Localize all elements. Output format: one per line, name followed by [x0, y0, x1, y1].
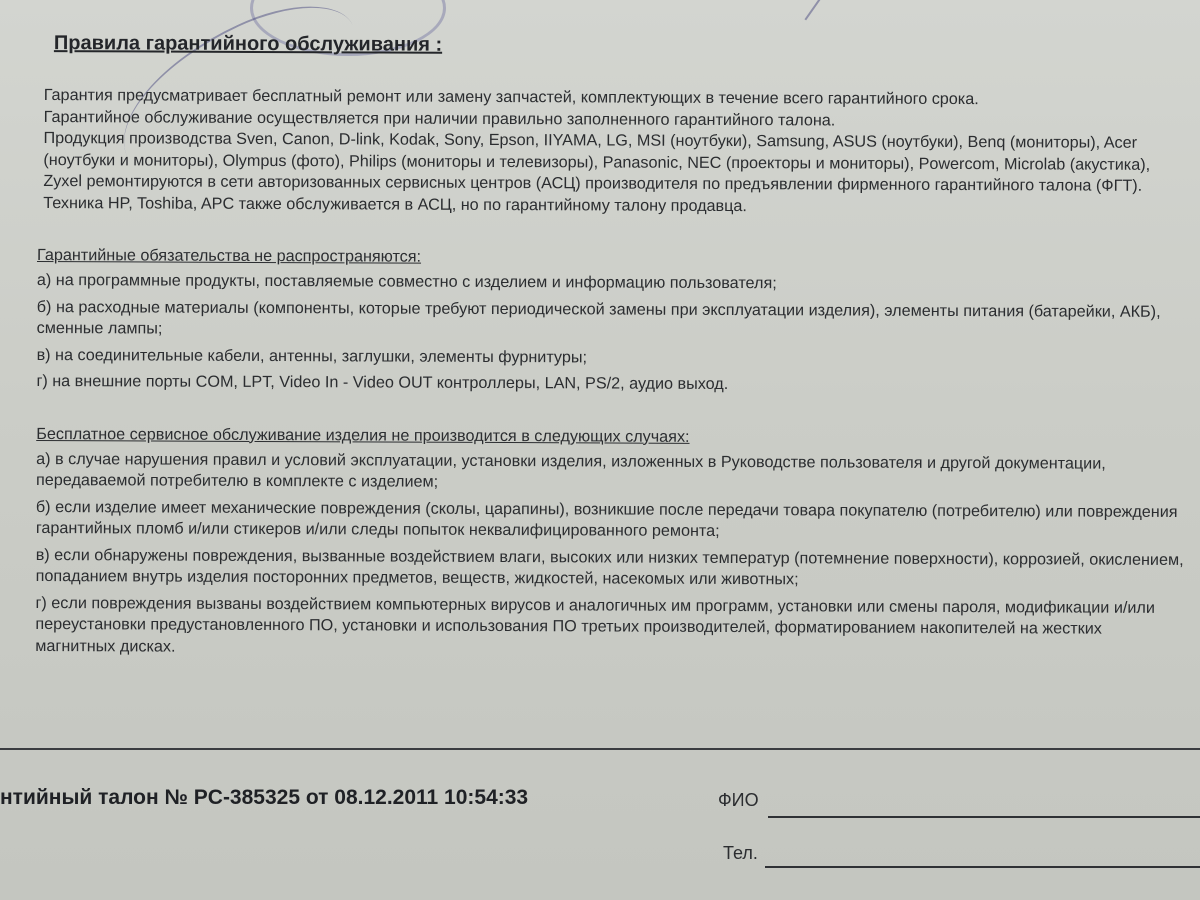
list-item: в) на соединительные кабели, антенны, заглушки, элементы фурнитуры;: [36, 345, 588, 366]
list-item: г) если повреждения вызваны воздействием компьютерных вирусов и аналогичных им программ, установки или смены пароля, модификации и/или переустановки предустановленного ПО, установки и использования ПО третьих производителей, форматированием накопителей на жестких магнитных дисках.: [35, 593, 1155, 656]
list-item: а) в случае нарушения правил и условий эксплуатации, установки изделия, изложенных в Руководстве пользователя и другой документации, передаваемой потребителю в комплекте с изделием;: [36, 449, 1106, 491]
intro-paragraph: Гарантийное обслуживание осуществляется при наличии правильно заполненного гарантийного талона.: [43, 107, 836, 129]
intro-paragraph: Продукция производства Sven, Canon, D-link, Kodak, Sony, Epson, IIYAMA, LG, MSI (ноутбуки), Samsung, ASUS (ноутбуки), Benq (мониторы), Acer (ноутбуки и мониторы), Olympus (фото), Philips (мониторы и телевизоры), Panasonic, NEC (проекторы и мониторы), Powercom, Microlab (акустика), Zyxel ремонтируются в сети авторизованных сервисных центров (АСЦ) производителя по предъявлении фирменного гарантийного талона (ФГТ). Техника HP, Toshiba, APC также обслуживается в АСЦ, но по гарантийному талону продавца.: [43, 129, 1151, 215]
section-heading: Бесплатное сервисное обслуживание изделия не производится в следующих случаях:: [36, 424, 690, 446]
document-title: Правила гарантийного обслуживания :: [53, 32, 443, 56]
list-item: г) на внешние порты COM, LPT, Video In - Video OUT контроллеры, LAN, PS/2, аудио выход.: [36, 371, 729, 394]
intro-paragraph: Гарантия предусматривает бесплатный ремонт или замену запчастей, комплектующих в течение всего гарантийного срока.: [43, 86, 979, 109]
fio-label: ФИО: [718, 790, 759, 810]
fio-signature-line: [768, 816, 1200, 818]
tel-signature-line: [765, 866, 1200, 868]
section-heading: Гарантийные обязательства не распространяются:: [36, 245, 422, 266]
document-body: [35, 32, 1188, 667]
divider: [0, 748, 1200, 750]
tel-label: Тел.: [723, 843, 758, 863]
list-item: б) на расходные материалы (компоненты, которые требуют периодической замены при эксплуатации изделия), элементы питания (батарейки, АКБ), сменные лампы;: [36, 297, 1161, 338]
coupon-number: нтийный талон № PC-385325 от 08.12.2011 10:54:33: [0, 786, 529, 809]
list-item: а) на программные продукты, поставляемые совместно с изделием и информацию пользователя;: [36, 270, 777, 293]
list-item: б) если изделие имеет механические повреждения (сколы, царапины), возникшие после передачи товара покупателю (потребителю) или повреждения гарантийных пломб и/или стикеров и/или следы попыток неквалифицированного ремонта;: [35, 497, 1178, 540]
list-item: в) если обнаружены повреждения, вызванные воздействием влаги, высоких или низких температур (потемнение поверхности), коррозией, окислением, попаданием внутрь изделия посторонних предметов, веществ, жидкостей, насекомых или животных;: [35, 545, 1184, 589]
